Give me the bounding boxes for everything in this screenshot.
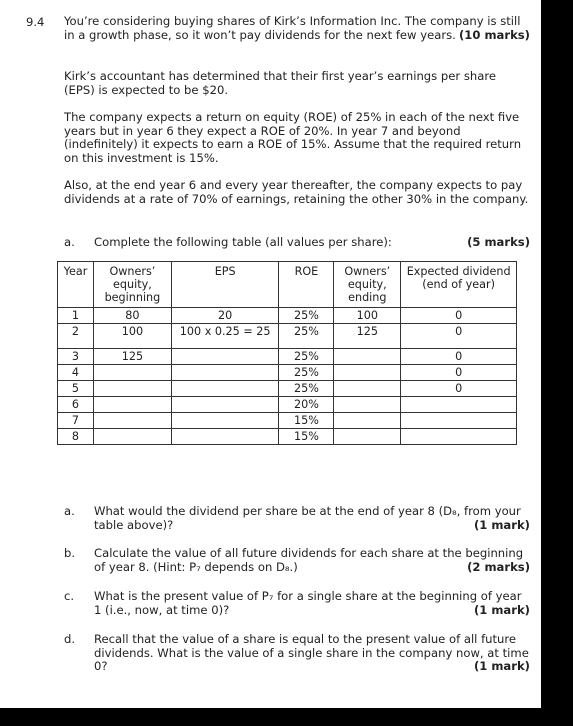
table-cell: 15% [279,413,334,429]
table-header-row [58,262,517,308]
question-b [64,547,530,574]
table-cell: 7 [58,413,94,429]
table-cell [334,381,401,397]
table-cell: 100 x 0.25 = 25 [171,324,279,349]
table-cell [93,381,171,397]
part-a-text: Complete the following table (all values per share): [94,235,392,249]
question-text: Calculate the value of all future dividends for each share at the beginning of year 8. (Hint: P₇ depends on D₈.) (2 marks) [94,546,530,574]
table-cell [401,429,517,445]
table-cell: 100 [93,324,171,349]
table-cell: 100 [334,308,401,324]
table-cell: 125 [93,349,171,365]
table-row [58,324,517,349]
table-cell [93,397,171,413]
question-letter: d. [64,632,76,646]
table-cell: 20 [171,308,279,324]
table-header-cell: Year [58,262,94,308]
table-row [58,381,517,397]
table-cell [334,413,401,429]
question-a [64,505,530,532]
table-header-cell: Expected dividend (end of year) [401,262,517,308]
table-cell: 20% [279,397,334,413]
table-row [58,429,517,445]
table-cell [401,397,517,413]
table-cell: 0 [401,349,517,365]
question-c [64,590,530,617]
equity-table [57,261,517,445]
table-cell: 0 [401,308,517,324]
table-cell: 25% [279,308,334,324]
part-a-letter: a. [64,235,75,249]
question-number: 9.4 [26,15,45,29]
table-row [58,365,517,381]
part-a-marks: (5 marks) [467,235,530,249]
question-text: What would the dividend per share be at the end of year 8 (D₈, from your table above)? (1 mark) [94,504,530,532]
question-marks: (1 mark) [473,659,530,674]
table-row [58,413,517,429]
table-cell: 4 [58,365,94,381]
table-cell: 2 [58,324,94,349]
part-a-instruction [64,236,530,250]
paragraph-roe: The company expects a return on equity (ROE) of 25% in each of the next five years but in year 6 they expect a ROE of 20%. In year 7 and beyond (indefinitely) it expects to earn a ROE of 15%. Assume that the required return on this investment is 15%. [64,110,522,165]
question-letter: c. [64,589,75,603]
table-cell: 5 [58,381,94,397]
table-cell: 0 [401,324,517,349]
table-header-cell: ROE [279,262,334,308]
table-cell: 6 [58,397,94,413]
table-cell: 0 [401,365,517,381]
paragraph-dividends: Also, at the end year 6 and every year thereafter, the company expects to pay dividends at a rate of 70% of earnings, retaining the other 30% in the company. [64,178,529,206]
table-row [58,397,517,413]
table-cell: 15% [279,429,334,445]
table-cell: 80 [93,308,171,324]
table-cell [171,397,279,413]
question-letter: a. [64,504,75,518]
table-cell: 25% [279,324,334,349]
table-cell [171,365,279,381]
intro-paragraph [64,15,530,42]
table-cell [93,365,171,381]
table-cell [171,413,279,429]
question-letter: b. [64,546,76,560]
table-cell: 1 [58,308,94,324]
table-row [58,349,517,365]
table-header-cell: Owners’ equity, beginning [93,262,171,308]
question-marks: (1 mark) [473,602,530,617]
paragraph-eps: Kirk’s accountant has determined that their first year’s earnings per share (EPS) is expected to be $20. [64,69,496,97]
table-cell [93,413,171,429]
table-cell: 8 [58,429,94,445]
table-cell [171,429,279,445]
table-cell [334,349,401,365]
table-cell: 25% [279,381,334,397]
table-header-cell: EPS [171,262,279,308]
table-cell [334,365,401,381]
question-marks: (1 mark) [473,517,530,532]
table-cell: 25% [279,365,334,381]
table-cell: 25% [279,349,334,365]
table-cell [401,413,517,429]
intro-marks: (10 marks) [458,27,530,42]
table-cell [93,429,171,445]
table-cell [171,381,279,397]
table-cell [334,397,401,413]
table-cell: 0 [401,381,517,397]
question-marks: (2 marks) [467,559,530,574]
table-cell [334,429,401,445]
table-row [58,308,517,324]
table-header-cell: Owners’ equity, ending [334,262,401,308]
table-cell [171,349,279,365]
intro-text: You’re considering buying shares of Kirk’s Information Inc. The company is still in a growth phase, so it won’t pay dividends for the next few years. [64,14,521,42]
table-cell: 3 [58,349,94,365]
question-d [64,633,530,674]
table-cell: 125 [334,324,401,349]
question-text: What is the present value of P₇ for a single share at the beginning of year 1 (i.e., now, at time 0)? (1 mark) [94,589,530,617]
question-text: Recall that the value of a share is equal to the present value of all future dividends. What is the value of a single share in the company now, at time 0? (1 mark) [94,632,530,674]
